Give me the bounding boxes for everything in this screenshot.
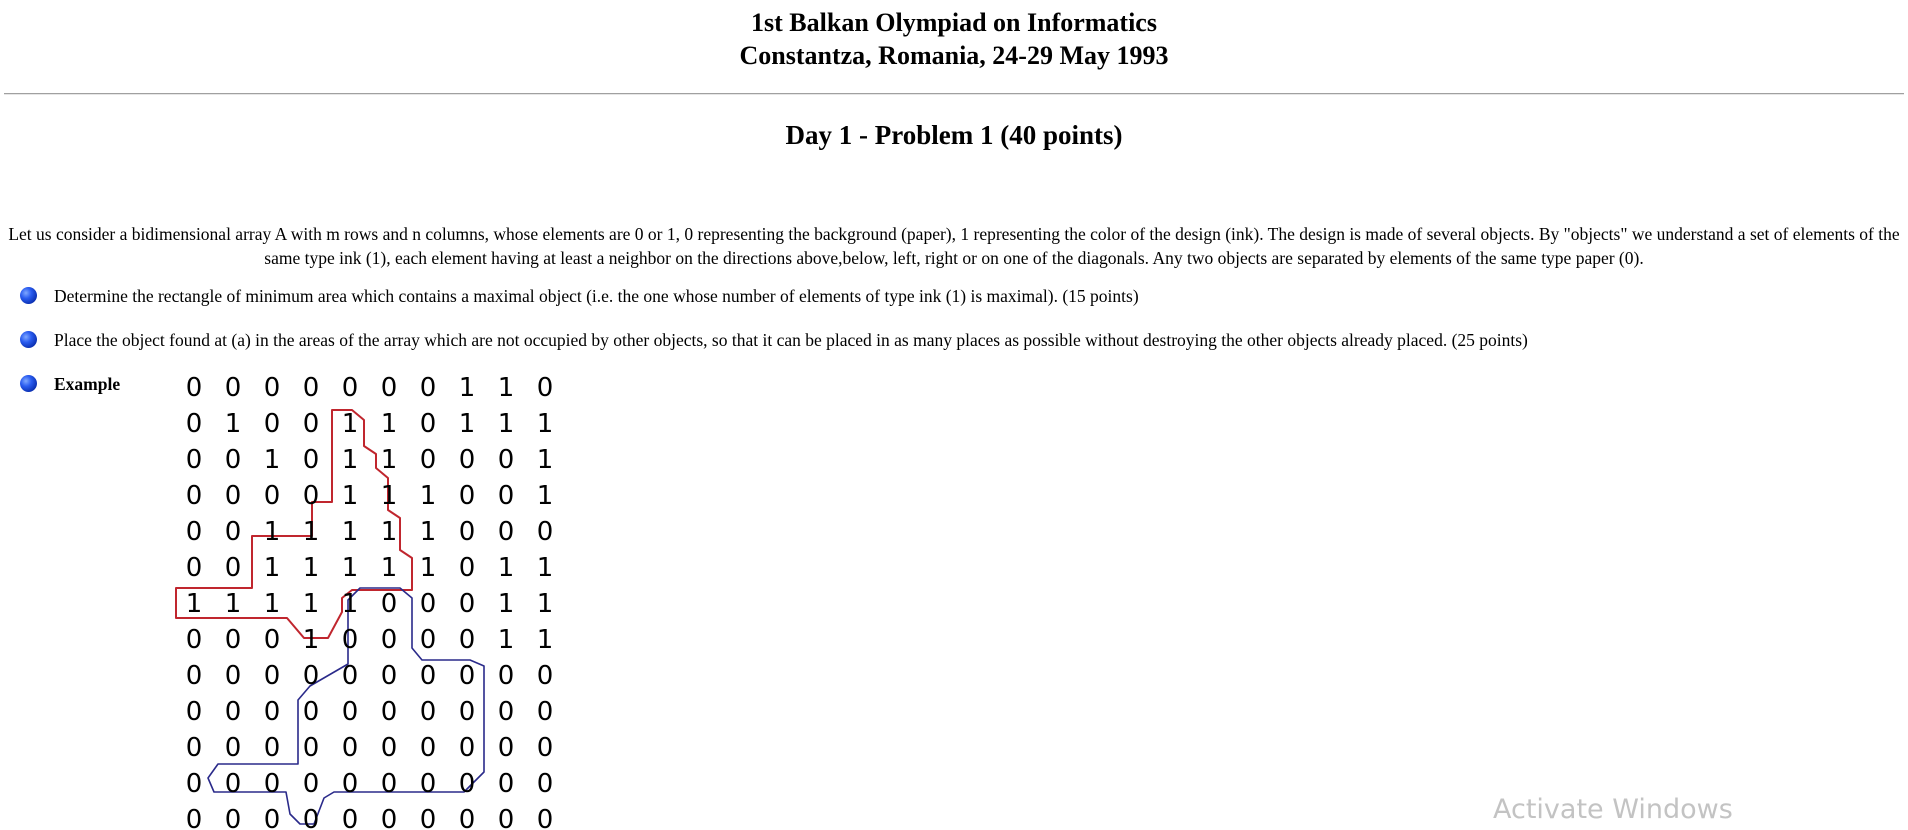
matrix-cell: 0: [458, 697, 476, 727]
matrix-cell: 0: [263, 481, 281, 511]
matrix-cell: 0: [224, 733, 242, 763]
matrix-cell: 0: [224, 661, 242, 691]
bullet-icon: [20, 287, 37, 304]
matrix-cell: 0: [185, 733, 203, 763]
matrix-cell: 0: [380, 373, 398, 403]
matrix-cell: 0: [185, 769, 203, 799]
matrix-cell: 0: [419, 373, 437, 403]
matrix-cell: 0: [458, 517, 476, 547]
matrix-cell: 0: [380, 805, 398, 830]
matrix-cell: 0: [536, 805, 554, 830]
matrix-cell: 0: [380, 589, 398, 619]
matrix-cell: 0: [380, 769, 398, 799]
activate-windows-watermark: Activate Windows: [1493, 794, 1733, 825]
matrix-cell: 0: [497, 517, 515, 547]
matrix-cell: 1: [497, 409, 515, 439]
matrix-cell: 0: [458, 661, 476, 691]
matrix-cell: 0: [302, 733, 320, 763]
matrix-cell: 0: [341, 733, 359, 763]
matrix-cell: 1: [458, 409, 476, 439]
matrix-cell: 0: [458, 805, 476, 830]
matrix-cell: 1: [419, 553, 437, 583]
matrix-cell: 1: [302, 553, 320, 583]
matrix-cell: 0: [419, 409, 437, 439]
matrix-cell: 1: [536, 445, 554, 475]
matrix-cell: 0: [224, 445, 242, 475]
matrix-cell: 0: [224, 805, 242, 830]
matrix-cell: 0: [380, 733, 398, 763]
matrix-cell: 1: [419, 517, 437, 547]
matrix-cell: 1: [341, 553, 359, 583]
matrix-cell: 0: [497, 445, 515, 475]
matrix-cell: 0: [263, 697, 281, 727]
matrix-cell: 0: [263, 373, 281, 403]
maximal-object-outline: [176, 410, 412, 638]
matrix-cell: 0: [302, 769, 320, 799]
matrix-cell: 0: [497, 733, 515, 763]
matrix-cell: 0: [302, 373, 320, 403]
matrix-cell: 0: [497, 661, 515, 691]
matrix-cell: 1: [536, 481, 554, 511]
matrix-cell: 0: [224, 769, 242, 799]
matrix-cell: 1: [302, 589, 320, 619]
matrix-cells: [186, 373, 554, 830]
matrix-cell: 1: [185, 589, 203, 619]
matrix-cell: 0: [341, 373, 359, 403]
matrix-cell: 0: [419, 805, 437, 830]
matrix-cell: 0: [536, 733, 554, 763]
matrix-cell: 1: [536, 409, 554, 439]
matrix-cell: 0: [185, 553, 203, 583]
matrix-cell: 1: [497, 553, 515, 583]
matrix-cell: 0: [224, 481, 242, 511]
matrix-cell: 0: [185, 625, 203, 655]
matrix-cell: 0: [185, 661, 203, 691]
task-a-text: Determine the rectangle of minimum area which contains a maximal object (i.e. the one whose number of elements of type ink (1) is maximal). (15 points): [54, 286, 1139, 306]
horizontal-rule: [4, 93, 1904, 95]
matrix-cell: 0: [263, 661, 281, 691]
matrix-cell: 0: [536, 769, 554, 799]
matrix-cell: 0: [224, 697, 242, 727]
matrix-cell: 1: [380, 481, 398, 511]
problem-title: Day 1 - Problem 1 (40 points): [785, 120, 1123, 150]
matrix-cell: 0: [185, 697, 203, 727]
matrix-cell: 0: [263, 769, 281, 799]
matrix-cell: 0: [341, 697, 359, 727]
matrix-cell: 1: [341, 517, 359, 547]
matrix-cell: 1: [380, 409, 398, 439]
matrix-cell: 1: [341, 445, 359, 475]
matrix-cell: 0: [224, 625, 242, 655]
matrix-cell: 0: [341, 769, 359, 799]
matrix-cell: 1: [302, 625, 320, 655]
problem-statement: Let us consider a bidimensional array A with m rows and n columns, whose elements are 0 or 1, 0 representing the background (paper), 1 representing the color of the design (ink). The design is made of several objects. By "objects" we understand a set of elements of the same type ink (1), each element having at least a neighbor on the directions above,below, left, right or on one of the diagonals. Any two objects are separated by elements of the same type paper (0).: [8, 224, 1900, 268]
matrix-cell: 0: [419, 769, 437, 799]
matrix-cell: 0: [458, 589, 476, 619]
matrix-cell: 1: [419, 481, 437, 511]
matrix-cell: 0: [458, 481, 476, 511]
matrix-cell: 0: [419, 733, 437, 763]
matrix-cell: 1: [536, 589, 554, 619]
matrix-cell: 1: [380, 445, 398, 475]
olympiad-location: Constantza, Romania, 24-29 May 1993: [739, 41, 1169, 70]
page-header: [0, 0, 1908, 72]
matrix-cell: 1: [263, 553, 281, 583]
matrix-cell: 0: [302, 661, 320, 691]
matrix-cell: 0: [341, 805, 359, 830]
olympiad-title: 1st Balkan Olympiad on Informatics: [751, 8, 1157, 37]
matrix-cell: 0: [341, 625, 359, 655]
task-b-text: Place the object found at (a) in the areas of the array which are not occupied by other objects, so that it can be placed in as many places as possible without destroying the other objects already placed. (25 points): [54, 330, 1528, 350]
matrix-cell: 0: [419, 589, 437, 619]
example-matrix-figure: [174, 368, 606, 830]
matrix-cell: 1: [263, 589, 281, 619]
matrix-cell: 0: [263, 733, 281, 763]
matrix-cell: 0: [419, 445, 437, 475]
matrix-cell: 1: [536, 625, 554, 655]
matrix-cell: 0: [341, 661, 359, 691]
matrix-cell: 0: [302, 409, 320, 439]
object-outlines: [176, 410, 484, 824]
matrix-cell: 0: [302, 697, 320, 727]
matrix-cell: 0: [497, 769, 515, 799]
matrix-cell: 0: [536, 517, 554, 547]
matrix-cell: 0: [302, 445, 320, 475]
matrix-cell: 1: [224, 409, 242, 439]
matrix-cell: 0: [302, 481, 320, 511]
matrix-cell: 1: [302, 517, 320, 547]
bullet-icon: [20, 375, 37, 392]
matrix-cell: 1: [263, 517, 281, 547]
matrix-cell: 0: [380, 697, 398, 727]
matrix-cell: 0: [185, 373, 203, 403]
matrix-cell: 1: [224, 589, 242, 619]
matrix-cell: 0: [185, 481, 203, 511]
matrix-cell: 1: [536, 553, 554, 583]
matrix-cell: 1: [341, 409, 359, 439]
matrix-cell: 1: [497, 373, 515, 403]
matrix-cell: 0: [263, 409, 281, 439]
example-matrix: [174, 368, 606, 830]
matrix-cell: 1: [263, 445, 281, 475]
matrix-cell: 0: [536, 697, 554, 727]
matrix-cell: 0: [458, 769, 476, 799]
matrix-cell: 0: [497, 805, 515, 830]
matrix-cell: 0: [497, 481, 515, 511]
matrix-cell: 1: [380, 517, 398, 547]
matrix-cell: 0: [380, 625, 398, 655]
matrix-cell: 0: [224, 373, 242, 403]
matrix-cell: 1: [497, 589, 515, 619]
matrix-cell: 0: [185, 517, 203, 547]
matrix-cell: 0: [224, 553, 242, 583]
matrix-cell: 0: [458, 553, 476, 583]
matrix-cell: 0: [458, 445, 476, 475]
matrix-cell: 1: [341, 589, 359, 619]
example-label: Example: [54, 374, 121, 394]
matrix-cell: 0: [419, 661, 437, 691]
matrix-cell: 1: [380, 553, 398, 583]
matrix-cell: 0: [419, 697, 437, 727]
matrix-cell: 1: [497, 625, 515, 655]
matrix-cell: 1: [341, 481, 359, 511]
matrix-cell: 0: [185, 445, 203, 475]
matrix-cell: 0: [380, 661, 398, 691]
matrix-cell: 0: [458, 625, 476, 655]
matrix-cell: 0: [185, 409, 203, 439]
matrix-cell: 0: [419, 625, 437, 655]
matrix-cell: 0: [224, 517, 242, 547]
matrix-cell: 0: [536, 373, 554, 403]
matrix-cell: 0: [185, 805, 203, 830]
matrix-cell: 0: [302, 805, 320, 830]
matrix-cell: 1: [458, 373, 476, 403]
matrix-cell: 0: [263, 805, 281, 830]
bullet-icon: [20, 331, 37, 348]
matrix-cell: 0: [497, 697, 515, 727]
matrix-cell: 0: [458, 733, 476, 763]
matrix-cell: 0: [536, 661, 554, 691]
matrix-cell: 0: [263, 625, 281, 655]
